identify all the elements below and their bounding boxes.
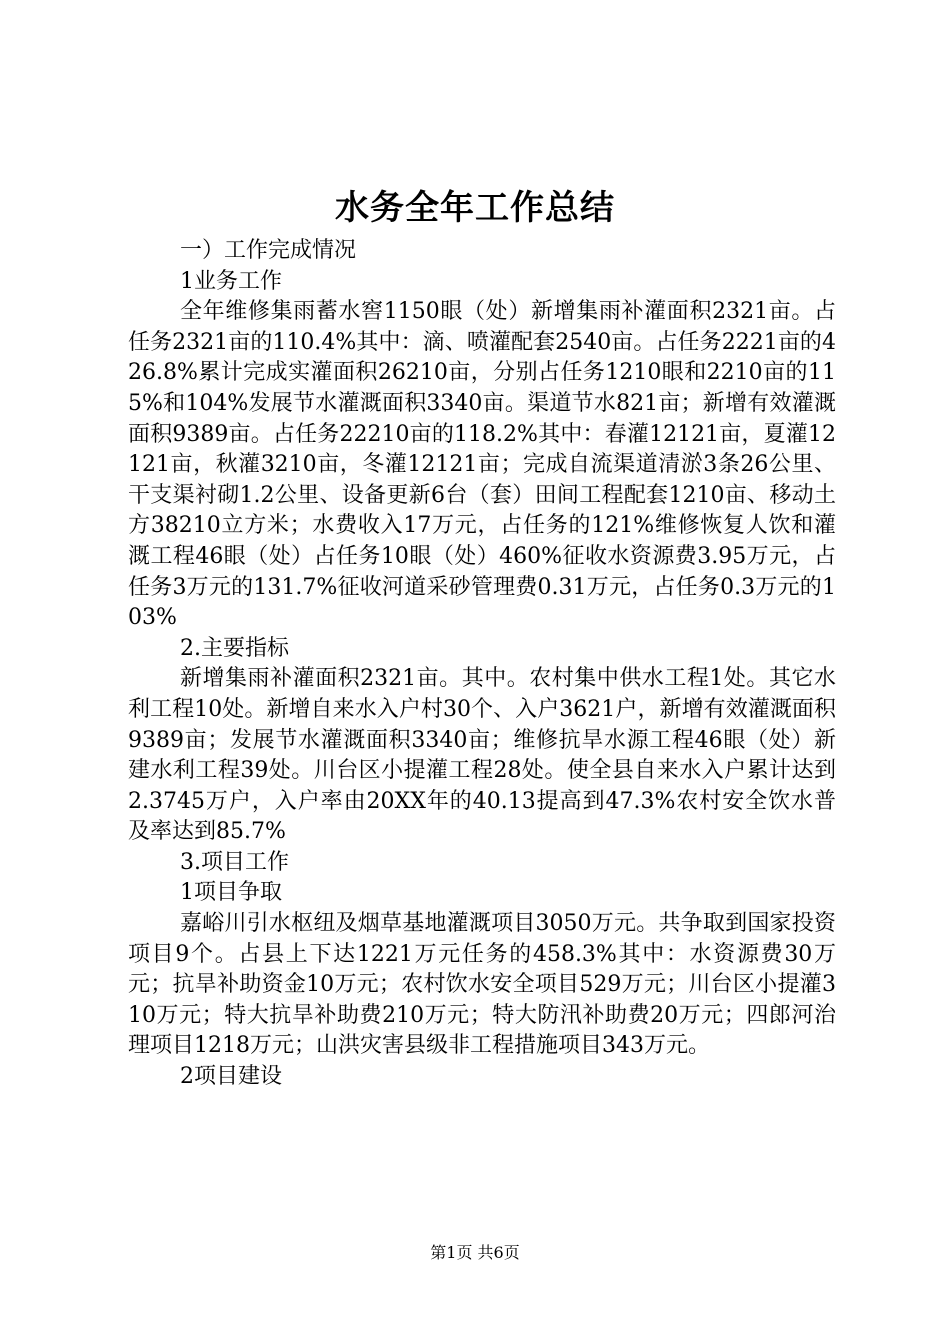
- page-footer: 第1页 共6页: [430, 1243, 520, 1262]
- document-title: 水务全年工作总结: [335, 188, 615, 228]
- subsection-heading-project-acquisition: 1项目争取: [180, 880, 282, 906]
- paragraph-business-work: 全年维修集雨蓄水窖1150眼（处）新增集雨补灌面积2321亩。占任务2321亩的110.4%其中：滴、喷灌配套2540亩。占任务2221亩的426.8%累计完成实灌面积26210亩，分别占任务1210眼和2210亩的115%和104%发展节水灌溉面积3340亩。渠道节水821亩；新增有效灌溉面积9389亩。占任务22210亩的118.2%其中：春灌12121亩，夏灌12121亩，秋灌3210亩，冬灌12121亩；完成自流渠道清淤3条26公里、干支渠衬砌1.2公里、设备更新6台（套）田间工程配套1210亩、移动土方38210立方米；水费收入17万元，占任务的121%维修恢复人饮和灌溉工程46眼（处）占任务10眼（处）460%征收水资源费3.95万元，占任务3万元的131.7%征收河道采砂管理费0.31万元，占任务0.3万元的103%: [128, 299, 836, 631]
- section-heading-work-completion: 一）工作完成情况: [180, 238, 357, 263]
- paragraph-project-acquisition: 嘉峪川引水枢纽及烟草基地灌溉项目3050万元。共争取到国家投资项目9个。占县上下达1221万元任务的458.3%其中：水资源费30万元；抗旱补助资金10万元；农村饮水安全项目529万元；川台区小提灌310万元；特大抗旱补助费210万元；特大防汛补助费20万元；四郎河治理项目1218万元；山洪灾害县级非工程措施项目343万元。: [128, 911, 836, 1059]
- paragraph-main-indicators: 新增集雨补灌面积2321亩。其中。农村集中供水工程1处。其它水利工程10处。新增自来水入户村30个、入户3621户，新增有效灌溉面积9389亩；发展节水灌溉面积3340亩；维修抗旱水源工程46眼（处）新建水利工程39处。川台区小提灌工程28处。使全县自来水入户累计达到2.3745万户，入户率由20XX年的40.13提高到47.3%农村安全饮水普及率达到85.7%: [128, 666, 836, 845]
- subsection-heading-project-construction: 2项目建设: [180, 1064, 282, 1090]
- subsection-heading-business-work: 1业务工作: [180, 268, 282, 294]
- document-body: [128, 236, 836, 1093]
- subsection-heading-main-indicators: 2.主要指标: [180, 635, 289, 661]
- subsection-heading-project-work: 3.项目工作: [180, 849, 289, 875]
